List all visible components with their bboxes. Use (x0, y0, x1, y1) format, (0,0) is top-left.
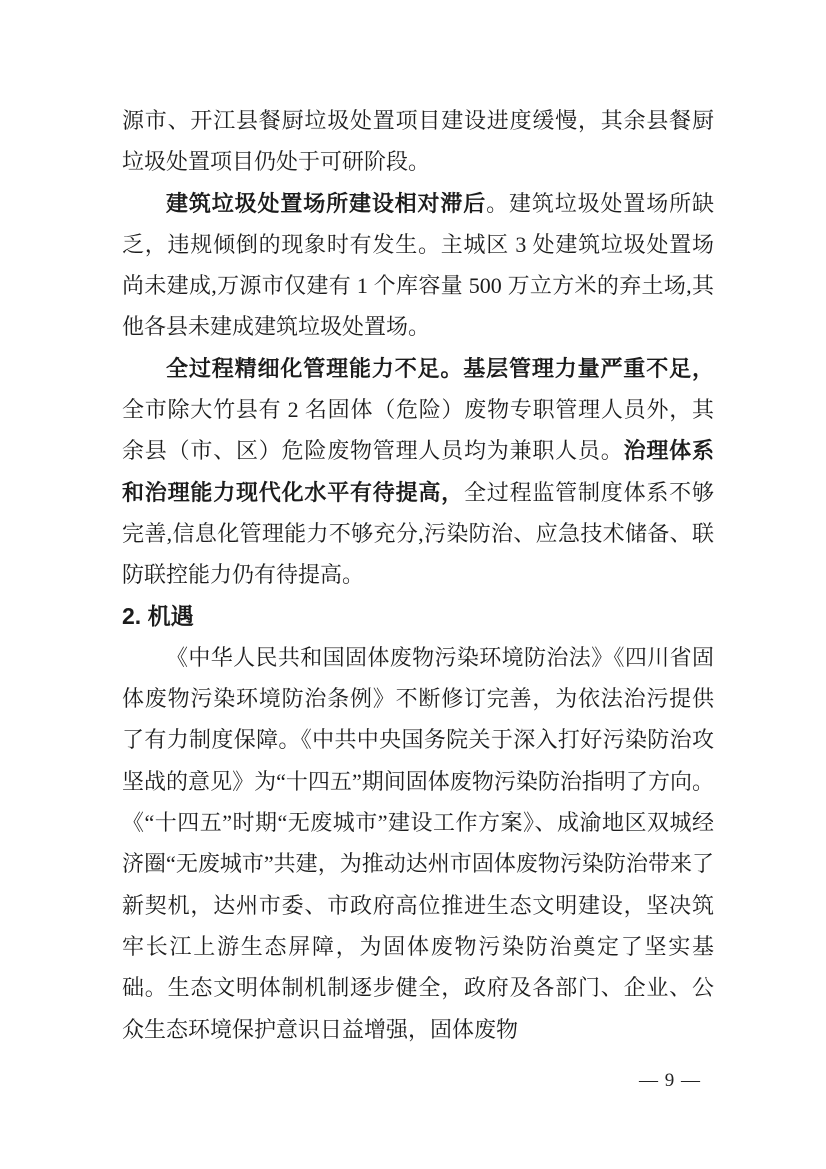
text-segment: 源市、开江县餐厨垃圾处置项目建设进度缓慢，其余县餐厨垃圾处置项目仍处于可研阶段。 (122, 108, 714, 175)
document-body (122, 100, 714, 1050)
bold-text-segment: 2. 机遇 (122, 602, 194, 629)
paragraph (122, 183, 714, 348)
text-segment: 《中华人民共和国固体废物污染环境防治法》《四川省固体废物污染环境防治条例》不断修订完善，为依法治污提供了有力制度保障。《中共中央国务院关于深入打好污染防治攻坚战的意见》为“十四五”期间固体废物污染防治指明了方向。《“十四五”时期“无废城市”建设工作方案》、成渝地区双城经济圈“无废城市”共建，为推动达州市固体废物污染防治带来了新契机，达州市委、市政府高位推进生态文明建设，坚决筑牢长江上游生态屏障，为固体废物污染防治奠定了坚实基础。生态文明体制机制逐步健全，政府及各部门、企业、公众生态环境保护意识日益增强，固体废物 (122, 644, 714, 1042)
text-segment: 。建筑垃圾处置场所缺乏，违规倾倒的现象时有发生。主城区 3 处建筑垃圾处置场尚未建成,万源市仅建有 1 个库容量 500 万立方米的弃土场,其他各县未建成建筑垃圾处置场。 (122, 190, 714, 340)
paragraph (122, 100, 714, 183)
text-segment: 全过程监管制度体系不够完善,信息化管理能力不够充分,污染防治、应急技术储备、联防联控能力仍有待提高。 (122, 479, 714, 588)
page-number: — 9 — (639, 1070, 701, 1091)
text-segment: 全市除大竹县有 2 名固体（危险）废物专职管理人员外，其余县（市、区）危险废物管理人员均为兼职人员。 (122, 397, 714, 464)
section-heading (122, 596, 714, 637)
paragraph (122, 348, 714, 596)
paragraph (122, 637, 714, 1050)
bold-text-segment: 建筑垃圾处置场所建设相对滞后 (166, 190, 487, 216)
bold-text-segment: 全过程精细化管理能力不足。基层管理力量严重不足， (166, 355, 714, 381)
bold-text-segment: 治理体系和治理能力现代化水平有待提高， (122, 438, 714, 505)
